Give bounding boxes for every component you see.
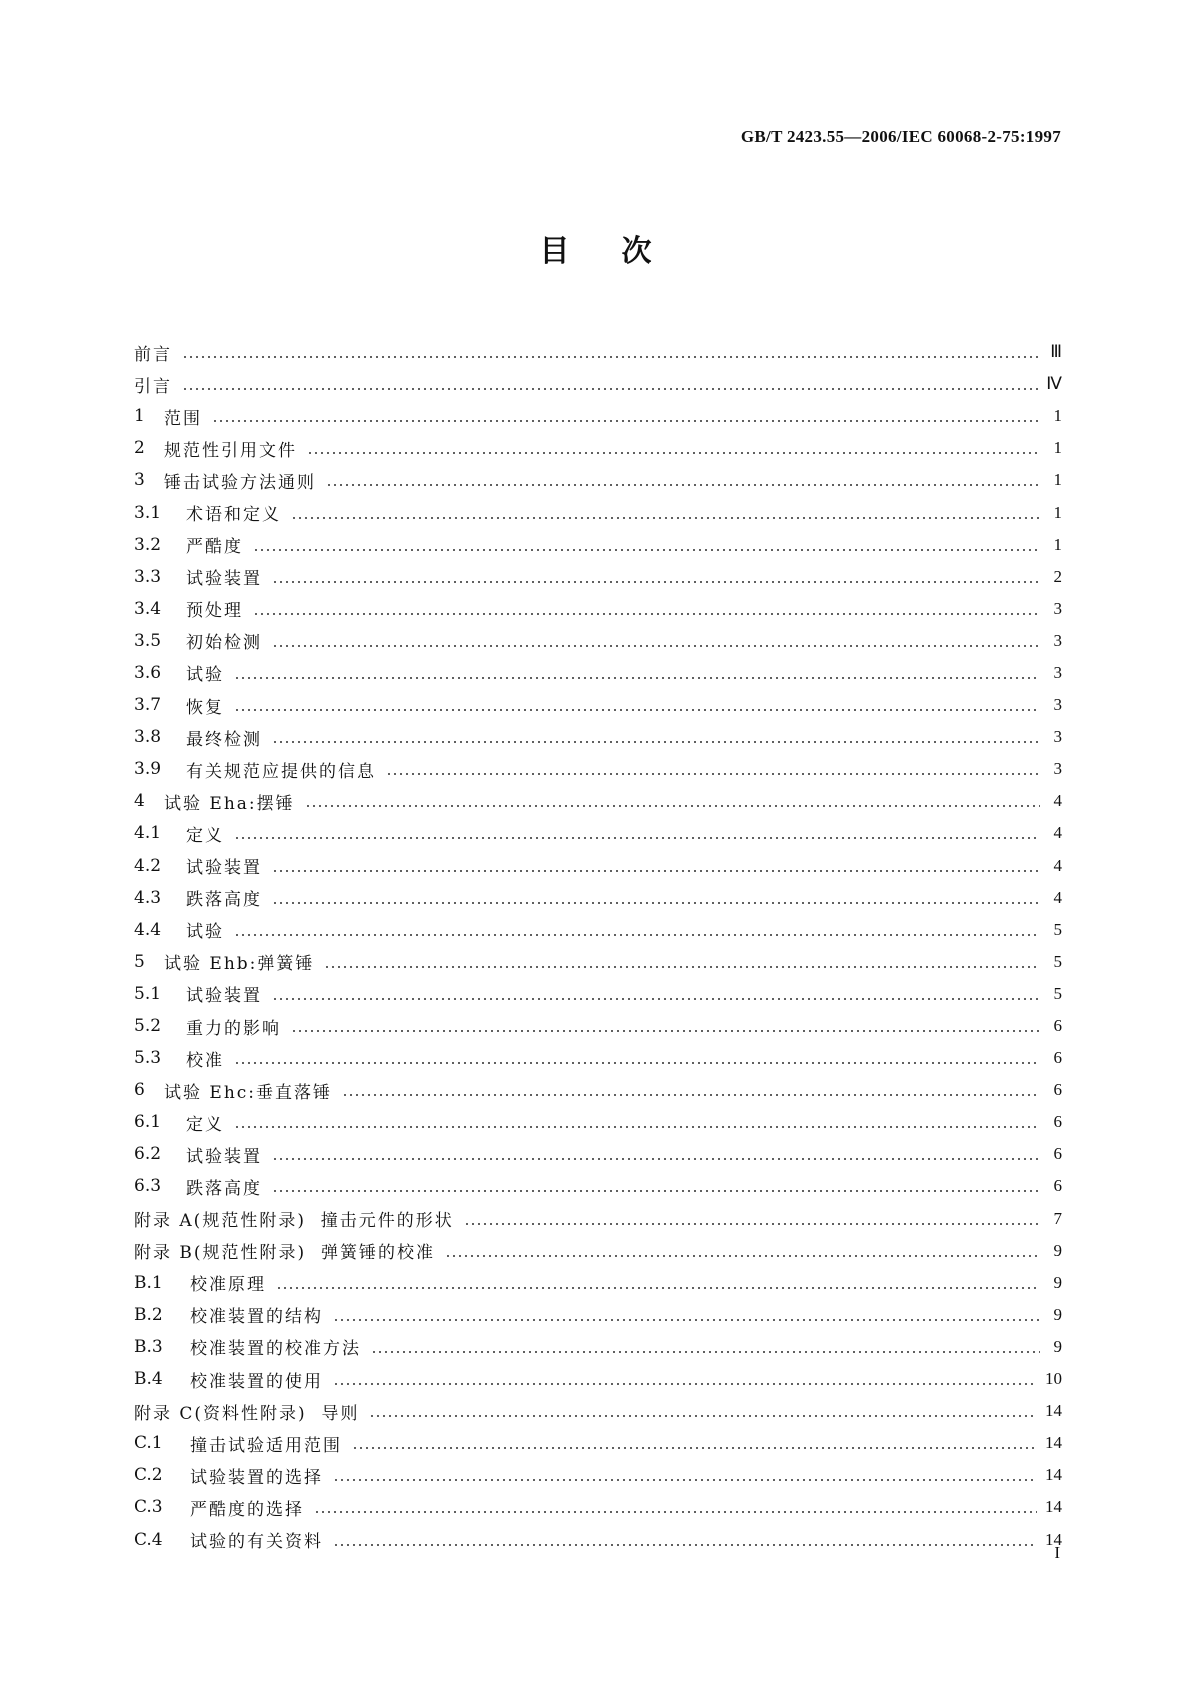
- dot-leader: [326, 484, 1040, 486]
- toc-entry[interactable]: [134, 817, 1062, 849]
- toc-entry-page: 3: [1053, 695, 1062, 715]
- dot-leader: [352, 1447, 1037, 1449]
- toc-entry-label: 预处理: [186, 601, 243, 622]
- toc-entry-page: 4: [1053, 823, 1062, 843]
- dot-leader: [234, 709, 1040, 711]
- toc-entry-page: 6: [1053, 1176, 1062, 1196]
- dot-leader: [234, 1062, 1040, 1064]
- toc-entry[interactable]: [134, 1491, 1062, 1523]
- dot-leader: [342, 1094, 1040, 1096]
- toc-entry-page: 9: [1053, 1240, 1062, 1260]
- dot-leader: [333, 1319, 1040, 1321]
- toc-entry-label: 校准装置的校准方法: [190, 1339, 361, 1360]
- toc-entry-number: 4: [134, 791, 145, 812]
- toc-entry-page: 6: [1053, 1112, 1062, 1132]
- toc-entry-page: 14: [1045, 1401, 1062, 1421]
- toc-entry[interactable]: [134, 1523, 1062, 1555]
- table-of-contents: [134, 336, 1062, 1556]
- toc-entry[interactable]: [134, 850, 1062, 882]
- toc-entry[interactable]: [134, 1203, 1062, 1235]
- toc-entry-label: 试验 Eha:摆锤: [164, 793, 295, 814]
- toc-entry-label: 重力的影响: [186, 1018, 281, 1039]
- toc-entry-label: 初始检测: [186, 633, 262, 654]
- dot-leader: [369, 1415, 1037, 1417]
- toc-entry-page: 5: [1053, 919, 1062, 939]
- toc-entry-page: 14: [1045, 1465, 1062, 1485]
- toc-entry-label: 试验装置: [186, 986, 262, 1007]
- toc-entry-number: 3.4: [134, 598, 162, 619]
- toc-entry-page: 6: [1053, 1144, 1062, 1164]
- toc-entry-label: 跌落高度: [186, 890, 262, 911]
- toc-entry[interactable]: [134, 368, 1062, 400]
- toc-entry-page: 5: [1053, 951, 1062, 971]
- dot-leader: [234, 1126, 1040, 1128]
- toc-entry[interactable]: [134, 978, 1062, 1010]
- dot-leader: [291, 517, 1040, 519]
- dot-leader: [272, 1158, 1040, 1160]
- toc-entry-page: 3: [1053, 727, 1062, 747]
- toc-entry-page: 4: [1053, 791, 1062, 811]
- toc-entry-label: 校准装置的结构: [190, 1307, 323, 1328]
- toc-entry-page: 14: [1045, 1497, 1062, 1517]
- toc-entry[interactable]: [134, 625, 1062, 657]
- toc-entry-label: 试验 Ehb:弹簧锤: [164, 954, 315, 975]
- toc-entry-label: 锤击试验方法通则: [164, 472, 316, 493]
- standard-code: GB/T 2423.55—2006/IEC 60068-2-75:1997: [740, 127, 1061, 146]
- toc-entry-number: 3.3: [134, 566, 162, 587]
- toc-entry-number: 4.1: [134, 823, 162, 844]
- dot-leader: [253, 613, 1040, 615]
- dot-leader: [371, 1351, 1040, 1353]
- toc-entry-page: 6: [1053, 1080, 1062, 1100]
- dot-leader: [386, 773, 1040, 775]
- dot-leader: [307, 452, 1040, 454]
- toc-entry-number: 4.3: [134, 887, 162, 908]
- toc-entry-label: 附录 A(规范性附录) 撞击元件的形状: [134, 1211, 454, 1232]
- toc-entry[interactable]: [134, 1427, 1062, 1459]
- toc-entry[interactable]: [134, 496, 1062, 528]
- dot-leader: [333, 1544, 1037, 1546]
- dot-leader: [182, 356, 1040, 358]
- toc-entry-page: 7: [1053, 1208, 1062, 1228]
- toc-entry-label: 跌落高度: [186, 1178, 262, 1199]
- dot-leader: [234, 837, 1040, 839]
- toc-entry[interactable]: [134, 914, 1062, 946]
- toc-entry-label: 前言: [134, 344, 172, 365]
- toc-entry-page: 3: [1053, 630, 1062, 650]
- toc-entry-page: 10: [1045, 1369, 1062, 1389]
- dot-leader: [272, 998, 1040, 1000]
- dot-leader: [234, 677, 1040, 679]
- toc-entry-number: C.1: [134, 1433, 163, 1454]
- toc-entry-label: 校准原理: [190, 1275, 266, 1296]
- toc-entry-label: 恢复: [186, 697, 224, 718]
- toc-entry-number: 6.2: [134, 1144, 162, 1165]
- toc-entry-label: 校准装置的使用: [190, 1371, 323, 1392]
- dot-leader: [464, 1223, 1040, 1225]
- toc-entry[interactable]: [134, 785, 1062, 817]
- toc-entry-number: 6.1: [134, 1112, 162, 1133]
- toc-entry[interactable]: [134, 1170, 1062, 1202]
- toc-entry-page: 3: [1053, 662, 1062, 682]
- dot-leader: [212, 420, 1040, 422]
- page-number: I: [1054, 1543, 1060, 1562]
- toc-entry-page: 4: [1053, 887, 1062, 907]
- toc-entry-page: 3: [1053, 759, 1062, 779]
- toc-entry-page: 6: [1053, 1016, 1062, 1036]
- toc-entry-label: 有关规范应提供的信息: [186, 761, 376, 782]
- toc-entry-label: 试验装置: [186, 858, 262, 879]
- toc-entry[interactable]: [134, 1459, 1062, 1491]
- toc-entry-label: 规范性引用文件: [164, 440, 297, 461]
- toc-entry-number: 5.3: [134, 1048, 162, 1069]
- toc-entry[interactable]: [134, 1042, 1062, 1074]
- toc-entry-number: C.4: [134, 1529, 163, 1550]
- toc-entry-page: 6: [1053, 1048, 1062, 1068]
- toc-entry[interactable]: [134, 432, 1062, 464]
- toc-entry-number: 3.1: [134, 502, 162, 523]
- toc-entry[interactable]: [134, 753, 1062, 785]
- toc-entry-page: 14: [1045, 1529, 1062, 1549]
- toc-entry-page: Ⅳ: [1046, 374, 1062, 394]
- toc-entry-label: 定义: [186, 825, 224, 846]
- toc-entry-page: 1: [1053, 406, 1062, 426]
- toc-entry-page: 1: [1053, 502, 1062, 522]
- toc-entry-number: 4.2: [134, 855, 162, 876]
- toc-entry-number: B.2: [134, 1304, 163, 1325]
- toc-entry-label: 试验装置的选择: [190, 1467, 323, 1488]
- toc-entry-page: 9: [1053, 1336, 1062, 1356]
- toc-entry-page: 4: [1053, 855, 1062, 875]
- toc-entry-number: 3.7: [134, 695, 162, 716]
- toc-entry-number: 3.8: [134, 727, 162, 748]
- toc-entry[interactable]: [134, 1138, 1062, 1170]
- toc-entry[interactable]: [134, 1363, 1062, 1395]
- toc-entry-number: 4.4: [134, 919, 162, 940]
- toc-entry-number: 2: [134, 438, 145, 459]
- toc-entry[interactable]: [134, 1331, 1062, 1363]
- toc-entry-number: 6: [134, 1080, 145, 1101]
- toc-entry[interactable]: [134, 1235, 1062, 1267]
- toc-entry-label: 引言: [134, 376, 172, 397]
- toc-entry[interactable]: [134, 721, 1062, 753]
- toc-entry[interactable]: [134, 464, 1062, 496]
- toc-entry-label: 定义: [186, 1114, 224, 1135]
- dot-leader: [272, 741, 1040, 743]
- dot-leader: [305, 805, 1040, 807]
- toc-entry-page: 14: [1045, 1433, 1062, 1453]
- toc-entry-page: 1: [1053, 470, 1062, 490]
- toc-entry[interactable]: [134, 1074, 1062, 1106]
- toc-entry-number: 3.2: [134, 534, 162, 555]
- toc-entry-label: 试验 Ehc:垂直落锤: [164, 1082, 333, 1103]
- dot-leader: [272, 870, 1040, 872]
- toc-entry-page: Ⅲ: [1050, 342, 1062, 362]
- dot-leader: [253, 549, 1040, 551]
- dot-leader: [333, 1383, 1037, 1385]
- toc-entry-label: 范围: [164, 408, 202, 429]
- toc-entry-page: 9: [1053, 1272, 1062, 1292]
- page-title: 目次: [539, 234, 704, 269]
- toc-entry-number: 1: [134, 406, 145, 427]
- toc-entry-number: C.3: [134, 1497, 163, 1518]
- toc-entry[interactable]: [134, 400, 1062, 432]
- toc-entry-number: 3: [134, 470, 145, 491]
- toc-entry-number: 5.1: [134, 983, 162, 1004]
- toc-entry[interactable]: [134, 689, 1062, 721]
- toc-entry-label: 术语和定义: [186, 505, 281, 526]
- toc-entry[interactable]: [134, 882, 1062, 914]
- toc-entry-label: 试验装置: [186, 569, 262, 590]
- dot-leader: [445, 1255, 1040, 1257]
- toc-entry-number: 3.6: [134, 662, 162, 683]
- toc-entry[interactable]: [134, 593, 1062, 625]
- toc-entry[interactable]: [134, 946, 1062, 978]
- dot-leader: [324, 966, 1040, 968]
- toc-entry[interactable]: [134, 336, 1062, 368]
- toc-entry-number: 6.3: [134, 1176, 162, 1197]
- dot-leader: [272, 581, 1040, 583]
- toc-entry-page: 9: [1053, 1304, 1062, 1324]
- toc-entry[interactable]: [134, 561, 1062, 593]
- toc-entry[interactable]: [134, 657, 1062, 689]
- toc-entry-number: C.2: [134, 1465, 163, 1486]
- dot-leader: [314, 1511, 1037, 1513]
- toc-entry[interactable]: [134, 1267, 1062, 1299]
- dot-leader: [234, 934, 1040, 936]
- toc-entry-page: 2: [1053, 566, 1062, 586]
- toc-entry-label: 试验: [186, 665, 224, 686]
- toc-entry-label: 试验的有关资料: [190, 1532, 323, 1553]
- dot-leader: [272, 1190, 1040, 1192]
- toc-entry-page: 5: [1053, 983, 1062, 1003]
- toc-entry-number: B.4: [134, 1369, 163, 1390]
- toc-entry-label: 附录 B(规范性附录) 弹簧锤的校准: [134, 1243, 435, 1264]
- dot-leader: [272, 645, 1040, 647]
- dot-leader: [182, 388, 1038, 390]
- toc-entry-number: 5.2: [134, 1016, 162, 1037]
- toc-entry-number: 3.9: [134, 759, 162, 780]
- toc-entry-label: 试验装置: [186, 1146, 262, 1167]
- toc-entry-label: 附录 C(资料性附录) 导则: [134, 1403, 360, 1424]
- dot-leader: [272, 902, 1040, 904]
- toc-entry[interactable]: [134, 1010, 1062, 1042]
- toc-entry-page: 3: [1053, 598, 1062, 618]
- toc-entry[interactable]: [134, 1106, 1062, 1138]
- toc-entry-number: 5: [134, 951, 145, 972]
- toc-entry-number: B.1: [134, 1272, 163, 1293]
- toc-entry-label: 严酷度的选择: [190, 1499, 304, 1520]
- toc-entry-label: 最终检测: [186, 729, 262, 750]
- dot-leader: [276, 1287, 1040, 1289]
- toc-entry-page: 1: [1053, 534, 1062, 554]
- toc-entry-number: 3.5: [134, 630, 162, 651]
- toc-entry-label: 校准: [186, 1050, 224, 1071]
- toc-entry-page: 1: [1053, 438, 1062, 458]
- toc-entry[interactable]: [134, 1395, 1062, 1427]
- toc-entry-label: 严酷度: [186, 537, 243, 558]
- dot-leader: [291, 1030, 1040, 1032]
- toc-entry-number: B.3: [134, 1336, 163, 1357]
- toc-entry[interactable]: [134, 529, 1062, 561]
- toc-entry-label: 撞击试验适用范围: [190, 1435, 342, 1456]
- dot-leader: [333, 1479, 1037, 1481]
- toc-entry[interactable]: [134, 1299, 1062, 1331]
- toc-entry-label: 试验: [186, 922, 224, 943]
